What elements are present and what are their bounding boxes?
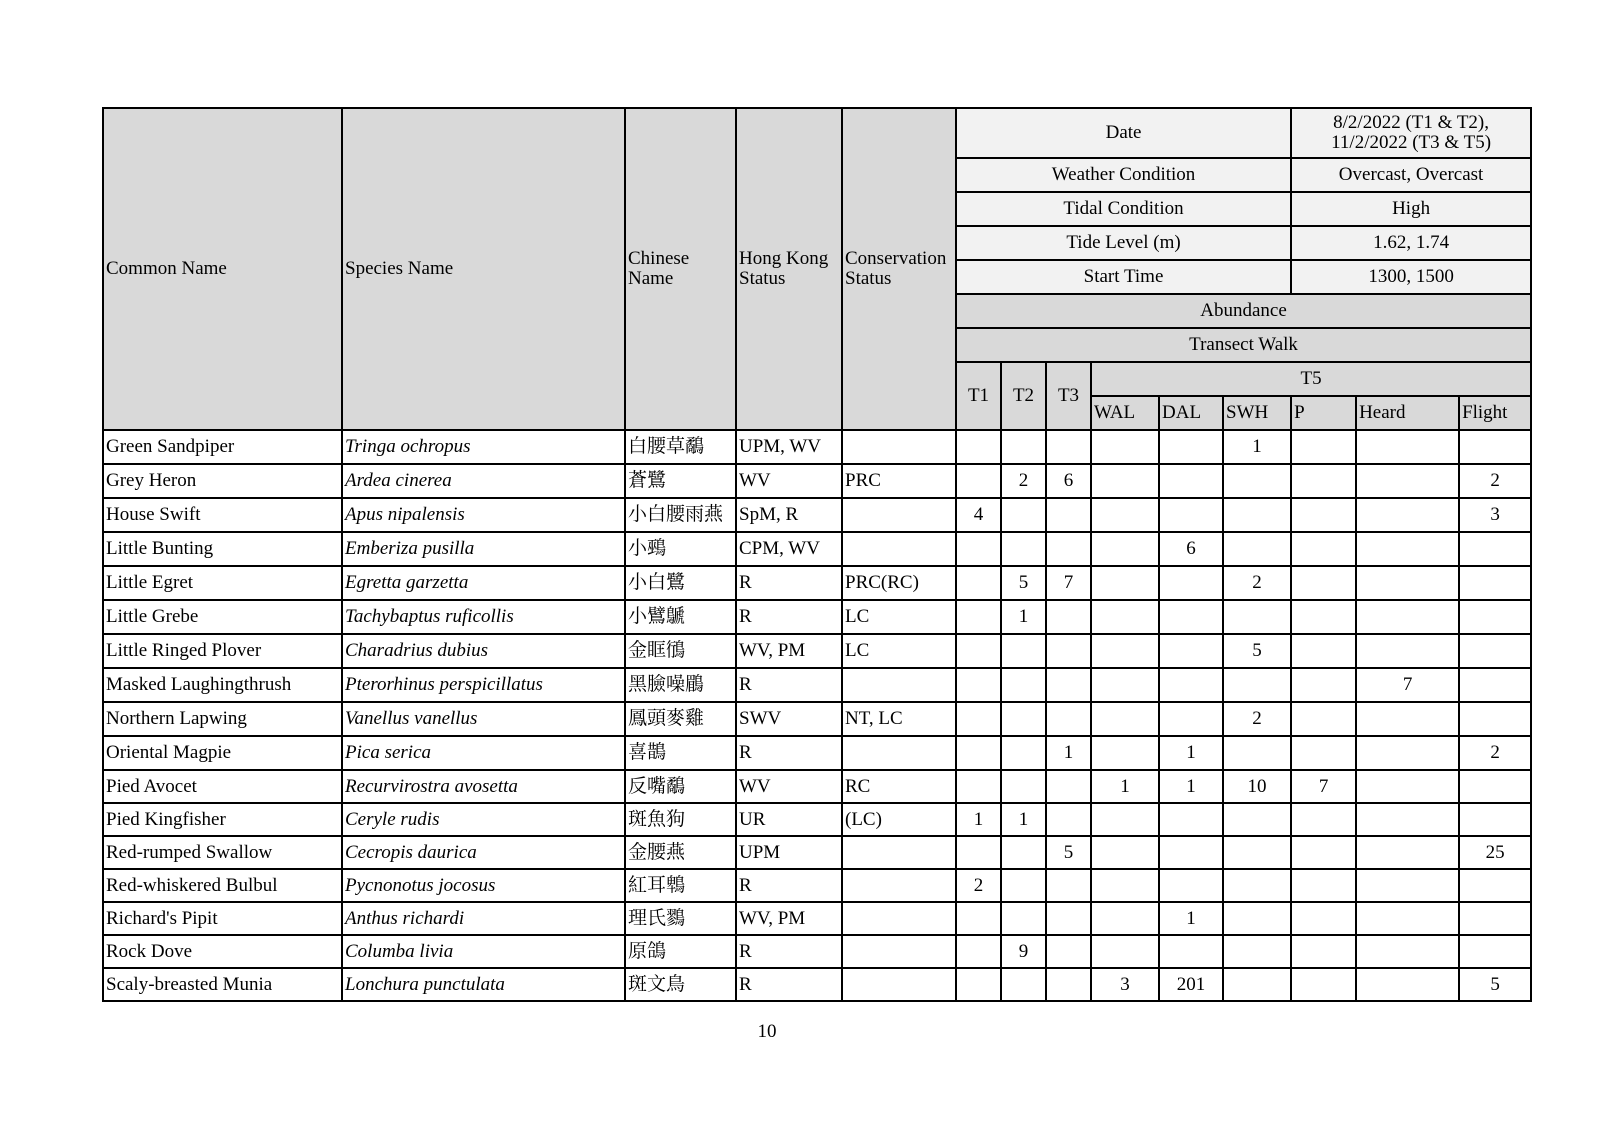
cell-wal: 3 — [1091, 968, 1159, 1001]
header-t3: T3 — [1046, 362, 1091, 430]
cell-p — [1291, 532, 1356, 566]
cell-heard — [1356, 532, 1459, 566]
cell-species-name: Emberiza pusilla — [342, 532, 625, 566]
cell-swh — [1223, 869, 1291, 902]
cell-t3 — [1046, 532, 1091, 566]
cell-wal — [1091, 935, 1159, 968]
cell-t3 — [1046, 770, 1091, 803]
cell-wal — [1091, 803, 1159, 836]
cell-wal — [1091, 600, 1159, 634]
cell-p — [1291, 736, 1356, 770]
date-value: 8/2/2022 (T1 & T2), 11/2/2022 (T3 & T5) — [1291, 108, 1531, 158]
cell-wal — [1091, 702, 1159, 736]
table-row — [103, 702, 1531, 736]
cell-t2 — [1001, 902, 1046, 935]
cell-p — [1291, 702, 1356, 736]
cell-chinese-name: 斑文鳥 — [625, 968, 736, 1001]
table-row — [103, 464, 1531, 498]
cell-common-name: Red-whiskered Bulbul — [103, 869, 342, 902]
cell-dal — [1159, 634, 1223, 668]
cell-conservation-status: RC — [842, 770, 956, 803]
cell-swh — [1223, 498, 1291, 532]
cell-flight — [1459, 702, 1531, 736]
cell-heard — [1356, 430, 1459, 464]
cell-swh — [1223, 902, 1291, 935]
cell-t1 — [956, 702, 1001, 736]
cell-t3 — [1046, 600, 1091, 634]
cell-flight: 25 — [1459, 836, 1531, 869]
cell-t3 — [1046, 902, 1091, 935]
cell-chinese-name: 黑臉噪鶥 — [625, 668, 736, 702]
cell-t2 — [1001, 430, 1046, 464]
cell-p — [1291, 902, 1356, 935]
cell-dal: 1 — [1159, 902, 1223, 935]
cell-hk-status: R — [736, 668, 842, 702]
cell-chinese-name: 反嘴鷸 — [625, 770, 736, 803]
cell-t1 — [956, 836, 1001, 869]
cell-chinese-name: 金眶鴴 — [625, 634, 736, 668]
cell-wal — [1091, 736, 1159, 770]
cell-swh — [1223, 600, 1291, 634]
cell-t3: 5 — [1046, 836, 1091, 869]
header-flight: Flight — [1459, 396, 1531, 430]
header-common-name: Common Name — [103, 108, 342, 430]
cell-chinese-name: 蒼鷺 — [625, 464, 736, 498]
cell-p — [1291, 464, 1356, 498]
cell-flight — [1459, 902, 1531, 935]
table-row — [103, 770, 1531, 803]
cell-wal — [1091, 464, 1159, 498]
cell-conservation-status — [842, 935, 956, 968]
header-chinese-name: Chinese Name — [625, 108, 736, 430]
cell-t2 — [1001, 968, 1046, 1001]
cell-t3 — [1046, 869, 1091, 902]
cell-chinese-name: 小白鷺 — [625, 566, 736, 600]
cell-t2 — [1001, 770, 1046, 803]
cell-chinese-name: 斑魚狗 — [625, 803, 736, 836]
cell-species-name: Recurvirostra avosetta — [342, 770, 625, 803]
cell-conservation-status — [842, 498, 956, 532]
cell-wal — [1091, 498, 1159, 532]
cell-hk-status: R — [736, 736, 842, 770]
cell-dal — [1159, 668, 1223, 702]
table-row — [103, 968, 1531, 1001]
tidal-value: High — [1291, 192, 1531, 226]
cell-flight — [1459, 532, 1531, 566]
table-row — [103, 935, 1531, 968]
table-row — [103, 902, 1531, 935]
cell-conservation-status: NT, LC — [842, 702, 956, 736]
cell-dal — [1159, 935, 1223, 968]
cell-flight — [1459, 869, 1531, 902]
cell-hk-status: R — [736, 935, 842, 968]
cell-conservation-status: PRC — [842, 464, 956, 498]
header-conservation-status: Conservation Status — [842, 108, 956, 430]
cell-heard — [1356, 968, 1459, 1001]
cell-flight — [1459, 935, 1531, 968]
cell-swh — [1223, 968, 1291, 1001]
cell-swh: 2 — [1223, 566, 1291, 600]
cell-flight — [1459, 770, 1531, 803]
cell-heard — [1356, 770, 1459, 803]
cell-dal: 201 — [1159, 968, 1223, 1001]
cell-t3 — [1046, 935, 1091, 968]
cell-t3: 7 — [1046, 566, 1091, 600]
weather-value: Overcast, Overcast — [1291, 158, 1531, 192]
cell-flight — [1459, 668, 1531, 702]
cell-hk-status: UPM — [736, 836, 842, 869]
cell-p — [1291, 935, 1356, 968]
cell-flight — [1459, 634, 1531, 668]
cell-common-name: Little Grebe — [103, 600, 342, 634]
cell-swh: 5 — [1223, 634, 1291, 668]
cell-wal — [1091, 668, 1159, 702]
cell-swh: 1 — [1223, 430, 1291, 464]
cell-t1 — [956, 902, 1001, 935]
cell-dal — [1159, 430, 1223, 464]
cell-t2 — [1001, 736, 1046, 770]
cell-t1: 1 — [956, 803, 1001, 836]
header-p: P — [1291, 396, 1356, 430]
cell-heard: 7 — [1356, 668, 1459, 702]
header-swh: SWH — [1223, 396, 1291, 430]
cell-swh: 10 — [1223, 770, 1291, 803]
cell-wal: 1 — [1091, 770, 1159, 803]
cell-dal — [1159, 803, 1223, 836]
cell-chinese-name: 白腰草鷸 — [625, 430, 736, 464]
cell-p — [1291, 968, 1356, 1001]
cell-t1 — [956, 600, 1001, 634]
cell-t1 — [956, 668, 1001, 702]
cell-hk-status: R — [736, 566, 842, 600]
cell-t2: 5 — [1001, 566, 1046, 600]
cell-t2 — [1001, 532, 1046, 566]
cell-heard — [1356, 902, 1459, 935]
cell-species-name: Egretta garzetta — [342, 566, 625, 600]
cell-p — [1291, 430, 1356, 464]
cell-species-name: Apus nipalensis — [342, 498, 625, 532]
cell-species-name: Pycnonotus jocosus — [342, 869, 625, 902]
cell-p — [1291, 634, 1356, 668]
cell-t1 — [956, 736, 1001, 770]
cell-chinese-name: 原鴿 — [625, 935, 736, 968]
header-t5: T5 — [1091, 362, 1531, 396]
cell-conservation-status — [842, 869, 956, 902]
cell-chinese-name: 喜鵲 — [625, 736, 736, 770]
cell-t2 — [1001, 634, 1046, 668]
table-row — [103, 498, 1531, 532]
table-row — [103, 869, 1531, 902]
table-row — [103, 668, 1531, 702]
cell-t2: 2 — [1001, 464, 1046, 498]
cell-dal: 1 — [1159, 736, 1223, 770]
cell-hk-status: R — [736, 968, 842, 1001]
cell-wal — [1091, 634, 1159, 668]
cell-t1 — [956, 430, 1001, 464]
cell-hk-status: UR — [736, 803, 842, 836]
cell-conservation-status: (LC) — [842, 803, 956, 836]
cell-conservation-status — [842, 968, 956, 1001]
tide-level-label: Tide Level (m) — [956, 226, 1291, 260]
cell-common-name: House Swift — [103, 498, 342, 532]
abundance-header: Abundance — [956, 294, 1531, 328]
cell-flight: 5 — [1459, 968, 1531, 1001]
table-row — [103, 566, 1531, 600]
cell-conservation-status — [842, 836, 956, 869]
cell-t1 — [956, 566, 1001, 600]
weather-label: Weather Condition — [956, 158, 1291, 192]
cell-species-name: Pica serica — [342, 736, 625, 770]
cell-species-name: Ardea cinerea — [342, 464, 625, 498]
cell-wal — [1091, 869, 1159, 902]
header-t1: T1 — [956, 362, 1001, 430]
cell-t2: 9 — [1001, 935, 1046, 968]
cell-chinese-name: 小鵐 — [625, 532, 736, 566]
cell-conservation-status — [842, 532, 956, 566]
header-t2: T2 — [1001, 362, 1046, 430]
cell-t3 — [1046, 968, 1091, 1001]
cell-swh — [1223, 935, 1291, 968]
cell-common-name: Little Ringed Plover — [103, 634, 342, 668]
cell-swh — [1223, 736, 1291, 770]
cell-species-name: Columba livia — [342, 935, 625, 968]
cell-chinese-name: 紅耳鵯 — [625, 869, 736, 902]
cell-dal — [1159, 836, 1223, 869]
cell-t1 — [956, 464, 1001, 498]
cell-wal — [1091, 902, 1159, 935]
cell-hk-status: UPM, WV — [736, 430, 842, 464]
cell-t3 — [1046, 634, 1091, 668]
cell-hk-status: SpM, R — [736, 498, 842, 532]
cell-common-name: Grey Heron — [103, 464, 342, 498]
cell-heard — [1356, 702, 1459, 736]
cell-t1 — [956, 532, 1001, 566]
cell-p — [1291, 869, 1356, 902]
cell-t3 — [1046, 702, 1091, 736]
tide-level-value: 1.62, 1.74 — [1291, 226, 1531, 260]
cell-t1 — [956, 968, 1001, 1001]
cell-p: 7 — [1291, 770, 1356, 803]
cell-conservation-status: PRC(RC) — [842, 566, 956, 600]
cell-common-name: Little Egret — [103, 566, 342, 600]
cell-dal: 6 — [1159, 532, 1223, 566]
cell-t3 — [1046, 498, 1091, 532]
cell-t3 — [1046, 430, 1091, 464]
cell-heard — [1356, 803, 1459, 836]
start-time-label: Start Time — [956, 260, 1291, 294]
cell-heard — [1356, 935, 1459, 968]
cell-t3: 1 — [1046, 736, 1091, 770]
cell-species-name: Tringa ochropus — [342, 430, 625, 464]
cell-conservation-status — [842, 430, 956, 464]
cell-heard — [1356, 836, 1459, 869]
cell-conservation-status: LC — [842, 634, 956, 668]
cell-common-name: Pied Kingfisher — [103, 803, 342, 836]
transect-walk-header: Transect Walk — [956, 328, 1531, 362]
cell-chinese-name: 鳳頭麥雞 — [625, 702, 736, 736]
cell-common-name: Richard's Pipit — [103, 902, 342, 935]
cell-t3 — [1046, 668, 1091, 702]
table-row — [103, 736, 1531, 770]
cell-swh — [1223, 464, 1291, 498]
cell-hk-status: WV, PM — [736, 902, 842, 935]
cell-hk-status: R — [736, 869, 842, 902]
page-number: 10 — [757, 1021, 777, 1042]
cell-conservation-status — [842, 736, 956, 770]
header-dal: DAL — [1159, 396, 1223, 430]
cell-swh — [1223, 803, 1291, 836]
cell-chinese-name: 理氏鷚 — [625, 902, 736, 935]
cell-dal — [1159, 464, 1223, 498]
cell-common-name: Green Sandpiper — [103, 430, 342, 464]
table-row — [103, 803, 1531, 836]
cell-dal: 1 — [1159, 770, 1223, 803]
cell-swh — [1223, 532, 1291, 566]
cell-flight — [1459, 430, 1531, 464]
cell-dal — [1159, 600, 1223, 634]
cell-p — [1291, 566, 1356, 600]
cell-flight: 3 — [1459, 498, 1531, 532]
cell-species-name: Charadrius dubius — [342, 634, 625, 668]
cell-hk-status: WV — [736, 770, 842, 803]
cell-heard — [1356, 566, 1459, 600]
cell-swh — [1223, 668, 1291, 702]
cell-species-name: Tachybaptus ruficollis — [342, 600, 625, 634]
cell-dal — [1159, 702, 1223, 736]
cell-t3 — [1046, 803, 1091, 836]
cell-flight — [1459, 600, 1531, 634]
cell-dal — [1159, 566, 1223, 600]
cell-t2: 1 — [1001, 600, 1046, 634]
cell-chinese-name: 小鷿鷈 — [625, 600, 736, 634]
header-heard: Heard — [1356, 396, 1459, 430]
tidal-label: Tidal Condition — [956, 192, 1291, 226]
cell-t1: 4 — [956, 498, 1001, 532]
cell-common-name: Masked Laughingthrush — [103, 668, 342, 702]
bird-survey-table — [102, 107, 1532, 1002]
cell-p — [1291, 803, 1356, 836]
cell-common-name: Red-rumped Swallow — [103, 836, 342, 869]
cell-t1 — [956, 935, 1001, 968]
cell-t3: 6 — [1046, 464, 1091, 498]
cell-hk-status: WV — [736, 464, 842, 498]
cell-p — [1291, 836, 1356, 869]
cell-swh — [1223, 836, 1291, 869]
cell-species-name: Vanellus vanellus — [342, 702, 625, 736]
cell-heard — [1356, 634, 1459, 668]
cell-species-name: Ceryle rudis — [342, 803, 625, 836]
cell-t1 — [956, 634, 1001, 668]
cell-common-name: Pied Avocet — [103, 770, 342, 803]
cell-hk-status: CPM, WV — [736, 532, 842, 566]
cell-common-name: Northern Lapwing — [103, 702, 342, 736]
cell-common-name: Little Bunting — [103, 532, 342, 566]
cell-heard — [1356, 869, 1459, 902]
cell-conservation-status: LC — [842, 600, 956, 634]
cell-wal — [1091, 532, 1159, 566]
table-row — [103, 430, 1531, 464]
cell-species-name: Cecropis daurica — [342, 836, 625, 869]
table-row — [103, 600, 1531, 634]
cell-t1 — [956, 770, 1001, 803]
cell-species-name: Lonchura punctulata — [342, 968, 625, 1001]
cell-p — [1291, 668, 1356, 702]
date-label: Date — [956, 108, 1291, 158]
cell-p — [1291, 498, 1356, 532]
cell-t2 — [1001, 836, 1046, 869]
start-time-value: 1300, 1500 — [1291, 260, 1531, 294]
cell-t2: 1 — [1001, 803, 1046, 836]
cell-wal — [1091, 430, 1159, 464]
cell-dal — [1159, 869, 1223, 902]
cell-heard — [1356, 464, 1459, 498]
cell-hk-status: R — [736, 600, 842, 634]
cell-wal — [1091, 566, 1159, 600]
cell-common-name: Scaly-breasted Munia — [103, 968, 342, 1001]
cell-t2 — [1001, 668, 1046, 702]
cell-t2 — [1001, 869, 1046, 902]
cell-chinese-name: 小白腰雨燕 — [625, 498, 736, 532]
table-row — [103, 532, 1531, 566]
cell-flight — [1459, 566, 1531, 600]
table-row — [103, 634, 1531, 668]
cell-chinese-name: 金腰燕 — [625, 836, 736, 869]
cell-t1: 2 — [956, 869, 1001, 902]
cell-species-name: Pterorhinus perspicillatus — [342, 668, 625, 702]
cell-heard — [1356, 600, 1459, 634]
cell-swh: 2 — [1223, 702, 1291, 736]
cell-species-name: Anthus richardi — [342, 902, 625, 935]
cell-t2 — [1001, 498, 1046, 532]
cell-flight: 2 — [1459, 464, 1531, 498]
table-row — [103, 836, 1531, 869]
header-hk-status: Hong Kong Status — [736, 108, 842, 430]
cell-flight: 2 — [1459, 736, 1531, 770]
cell-common-name: Oriental Magpie — [103, 736, 342, 770]
cell-t2 — [1001, 702, 1046, 736]
cell-dal — [1159, 498, 1223, 532]
cell-wal — [1091, 836, 1159, 869]
cell-conservation-status — [842, 668, 956, 702]
cell-heard — [1356, 736, 1459, 770]
cell-common-name: Rock Dove — [103, 935, 342, 968]
cell-hk-status: SWV — [736, 702, 842, 736]
cell-conservation-status — [842, 902, 956, 935]
header-species-name: Species Name — [342, 108, 625, 430]
cell-p — [1291, 600, 1356, 634]
cell-flight — [1459, 803, 1531, 836]
cell-hk-status: WV, PM — [736, 634, 842, 668]
cell-heard — [1356, 498, 1459, 532]
header-wal: WAL — [1091, 396, 1159, 430]
